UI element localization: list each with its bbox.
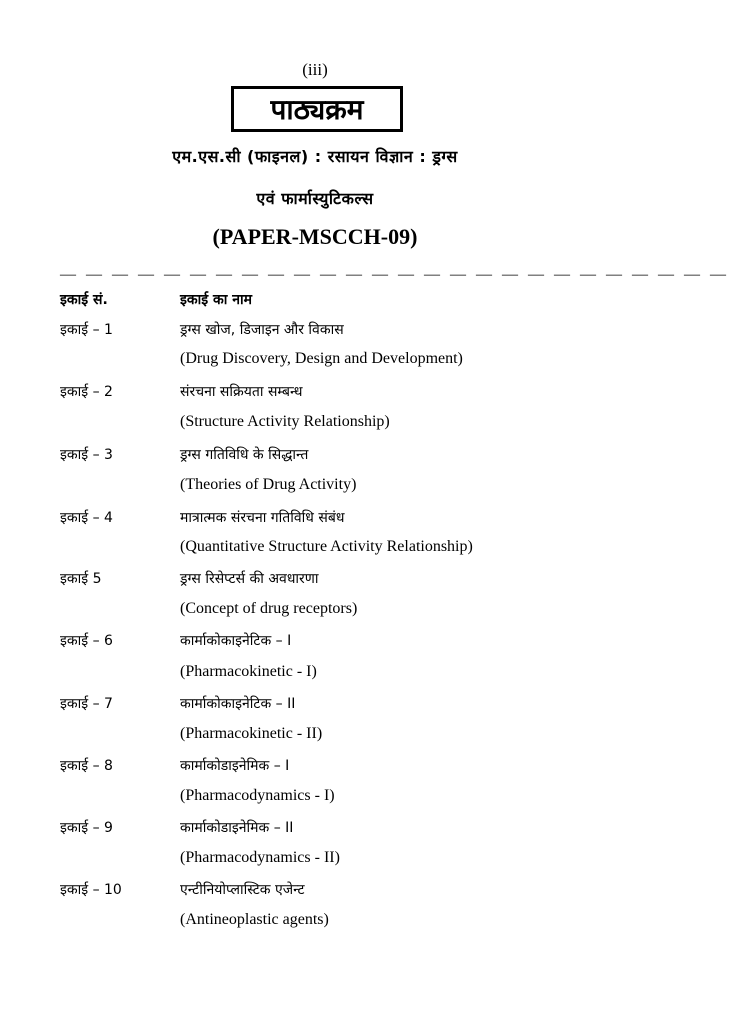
header-unit-name: इकाई का नाम xyxy=(180,292,253,308)
unit-title-hindi: संरचना सक्रियता सम्बन्ध xyxy=(180,384,303,400)
unit-number: इकाई – 10 xyxy=(60,882,122,898)
course-subtitle: एम.एस.सी (फाइनल) : रसायन विज्ञान : ड्रग्स xyxy=(172,147,458,166)
unit-number: इकाई – 2 xyxy=(60,384,113,400)
paper-code: (PAPER-MSCCH-09) xyxy=(212,224,418,249)
unit-title-english: (Quantitative Structure Activity Relationship) xyxy=(180,538,473,555)
unit-number: इकाई – 4 xyxy=(60,510,113,526)
page-number: (iii) xyxy=(302,60,328,79)
syllabus-title: पाठ्यक्रम xyxy=(231,86,403,132)
unit-number: इकाई – 7 xyxy=(60,696,113,712)
unit-title-english: (Theories of Drug Activity) xyxy=(180,476,357,493)
unit-number: इकाई 5 xyxy=(60,571,102,587)
unit-number: इकाई – 8 xyxy=(60,758,113,774)
unit-title-hindi: एन्टीनियोप्लास्टिक एजेन्ट xyxy=(180,882,305,898)
unit-title-hindi: ड्रग्स रिसेप्टर्स की अवधारणा xyxy=(180,571,319,587)
course-subtitle-continued: एवं फार्मास्युटिकल्स xyxy=(256,189,374,208)
unit-title-english: (Antineoplastic agents) xyxy=(180,911,329,928)
unit-title-hindi: कार्माकोडाइनेमिक – I xyxy=(180,758,290,774)
unit-title-english: (Pharmacodynamics - I) xyxy=(180,787,335,804)
unit-title-hindi: कार्माकोकाइनेटिक – I xyxy=(180,633,292,649)
unit-title-english: (Structure Activity Relationship) xyxy=(180,413,390,430)
unit-title-hindi: कार्माकोडाइनेमिक – II xyxy=(180,820,294,836)
unit-title-hindi: मात्रात्मक संरचना गतिविधि संबंध xyxy=(180,510,345,526)
unit-number: इकाई – 9 xyxy=(60,820,113,836)
unit-title-english: (Pharmacokinetic - I) xyxy=(180,663,317,680)
unit-number: इकाई – 1 xyxy=(60,322,113,338)
unit-title-english: (Pharmacodynamics - II) xyxy=(180,849,340,866)
unit-title-hindi: कार्माकोकाइनेटिक – II xyxy=(180,696,296,712)
dashed-separator: — — — — — — — — — — — — — — — — — — — — — — — — — — xyxy=(60,266,729,283)
unit-title-english: (Pharmacokinetic - II) xyxy=(180,725,323,742)
header-unit-number: इकाई सं. xyxy=(60,292,108,308)
unit-title-english: (Drug Discovery, Design and Development) xyxy=(180,350,463,367)
unit-title-english: (Concept of drug receptors) xyxy=(180,600,358,617)
unit-number: इकाई – 6 xyxy=(60,633,113,649)
unit-title-hindi: ड्रग्स खोज, डिजाइन और विकास xyxy=(180,322,344,338)
unit-title-hindi: ड्रग्स गतिविधि के सिद्धान्त xyxy=(180,447,309,463)
unit-number: इकाई – 3 xyxy=(60,447,113,463)
